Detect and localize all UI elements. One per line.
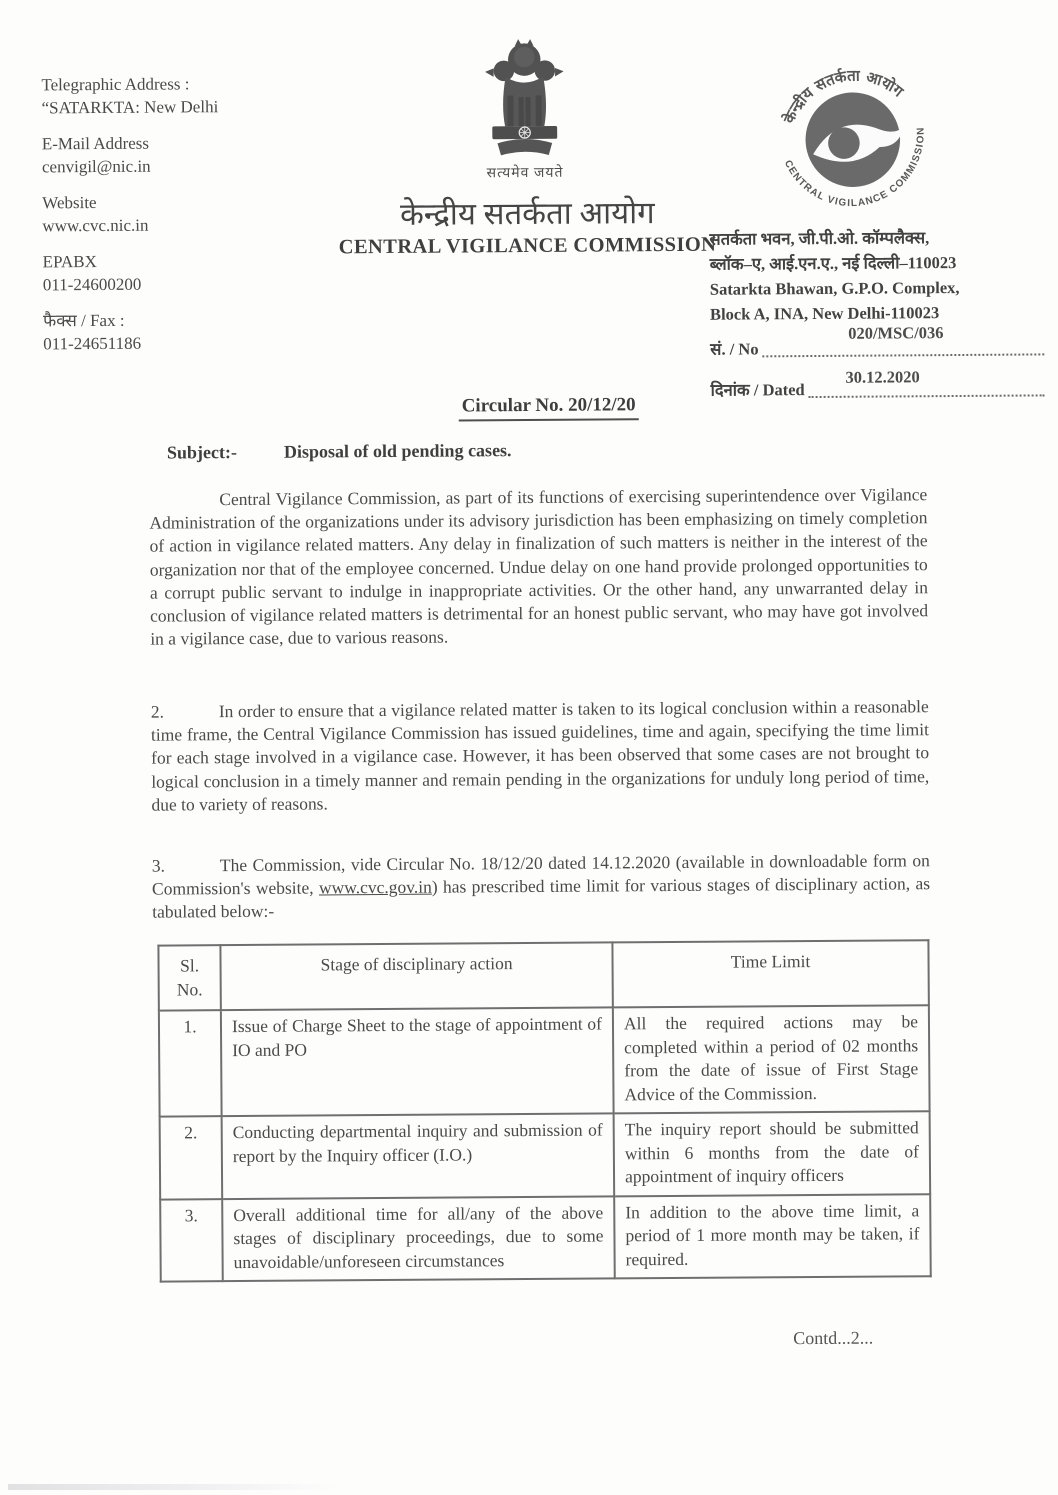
date-value: 30.12.2020 [845,367,920,387]
table-row [160,1194,931,1282]
paragraph-1: Central Vigilance Commission, as part of its functions of exercising superintendence over Vigilance Administration of the organizations under its advisory jurisdiction has been emphasizing on timely completion of action in vigilance related matters. Any delay in finalization of such matters is neither in the interest of the organization nor that of the employee concerned. Undue delay on one hand provide prolonged opportunities to a corrupt public servant to indulge in inappropriate activities. Or the other hand, any unwarranted delay in conclusion of vigilance related matters is detrimental for an honest public servant, who may have got involved in a vigilance case, due to various reasons. [149,484,929,649]
row3-limit: In addition to the above time limit, a period of 1 more month may be taken, if required. [614,1194,931,1279]
row1-limit: All the required actions may be completed within a period of 02 months from the date of issue of First Stage Advice of the Commission. [613,1005,930,1113]
row3-stage: Overall additional time for all/any of the above stages of disciplinary proceedings, due to some unavoidable/unforeseen circumstances [222,1196,615,1281]
seal-arc-bottom-text: CENTRAL VIGILANCE COMMISSION [781,126,927,210]
reference-number-value: 020/MSC/036 [848,323,944,343]
circular-number-text: Circular No. 20/12/20 [459,394,639,421]
paragraph-2-text: In order to ensure that a vigilance related matter is taken to its logical conclusion within a reasonable time frame, the Central Vigilance Commission has issued guidelines, time and again, specifying the time limit for each stage involved in a vigilance case. However, it has been observed that some cases are not brought to logical conclusion in a timely manner and remain pending in the organizations for unduly long period of time, due to variety of reasons. [150,696,930,815]
paragraph-3-number: 3. [151,855,166,876]
date-row [710,367,1046,402]
epabx-label: EPABX [42,252,97,272]
fax-label: फैक्स / Fax : [42,310,125,331]
table-header-row [158,940,928,1010]
continued-page-marker: Contd...2... [793,1327,874,1349]
time-limit-table [157,939,931,1282]
address-english-line2: Block A, INA, New Delhi-110023 [709,303,940,324]
fax-value: 011-24651186 [43,333,142,354]
org-name-english: CENTRAL VIGILANCE COMMISSION [338,233,717,259]
cvc-website-link: www.cvc.gov.in [318,876,432,898]
header-stage: Stage of disciplinary action [220,942,612,1010]
letterhead-contact [41,72,293,369]
address-english-line1: Satarkta Bhawan, G.P.O. Complex, [709,277,960,299]
row2-limit: The inquiry report should be submitted within 6 months from the date of appointment of inquiry officers [614,1111,931,1196]
email-label: E-Mail Address [41,133,150,154]
header-time-limit: Time Limit [612,940,928,1007]
scan-edge-smudge [8,1484,338,1490]
email-value: cenvigil@nic.in [41,156,151,177]
time-limit-table-wrap [157,939,929,1282]
row2-sl: 2. [160,1116,223,1199]
dotted-leader [809,393,1045,398]
telegraphic-address-value: “SATARKTA: New Delhi [41,97,219,118]
row1-sl: 1. [159,1010,222,1116]
paragraph-3 [152,849,930,924]
ashoka-emblem-icon [470,34,579,163]
address-hindi-line1: सतर्कता भवन, जी.पी.ओ. कॉम्पलैक्स, [709,228,930,249]
paragraph-3-text-after: ) has prescribed time limit for various stages of disciplinary action, as tabulated below:- [152,873,931,923]
ashoka-emblem-block [458,34,591,183]
address-hindi-line2: ब्लॉक–ए, आई.एन.ए., नई दिल्ली–110023 [709,253,957,274]
circular-number-heading [339,393,759,422]
epabx-value: 011-24600200 [42,274,142,295]
reference-number-label: सं. / No [710,339,759,359]
satyameva-jayate-caption: सत्यमेव जयते [486,165,564,182]
org-name-hindi: केन्द्रीय सतर्कता आयोग [399,195,655,232]
paragraph-2-number: 2. [150,701,164,722]
telegraphic-address-label: Telegraphic Address : [41,74,190,95]
website-label: Website [42,193,97,213]
header-sl-no: Sl. No. [158,945,220,1010]
cvc-seal-icon [751,37,956,242]
date-label: दिनांक / Dated [710,380,805,400]
seal-arc-top-text: केन्द्रीय सतर्कता आयोग [779,66,907,127]
table-row [159,1005,930,1116]
row2-stage: Conducting departmental inquiry and submission of report by the Inquiry officer (I.O.) [222,1113,615,1198]
table-row [160,1111,931,1199]
website-value: www.cvc.nic.in [42,215,149,236]
subject-line [167,437,907,463]
row1-stage: Issue of Charge Sheet to the stage of appointment of IO and PO [221,1007,614,1116]
subject-label: Subject:- [166,442,238,463]
reference-number-row [710,323,1046,361]
row3-sl: 3. [160,1199,223,1282]
org-name-block [327,195,727,260]
paragraph-3-text-before: The Commission, vide Circular No. 18/12/20 dated 14.12.2020 (available in downloadable form on Commission's website, [151,850,930,899]
paragraph-2 [151,695,930,816]
office-address-block [709,224,1046,402]
dotted-leader [763,352,1045,357]
subject-text: Disposal of old pending cases. [283,440,512,462]
